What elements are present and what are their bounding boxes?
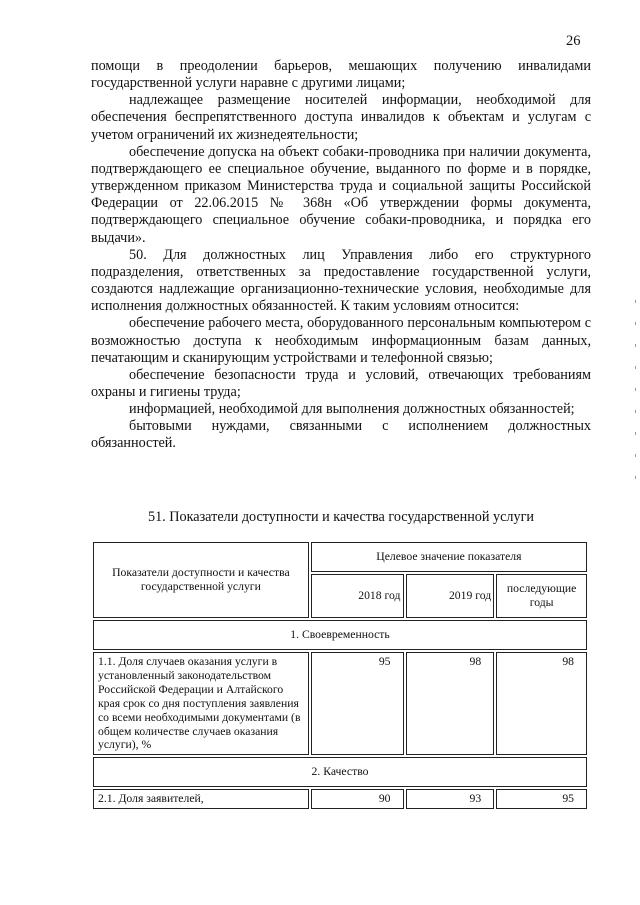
value-cell: 90 (311, 789, 404, 809)
section-row (93, 757, 587, 787)
paragraph: обеспечение допуска на объект собаки-проводника при наличии документа, подтверждающего ее специальное обучение, выданного по форме и в порядке, утвержденном приказом Министерства труда и социальной защиты Российской Федерации от 22.06.2015 № 368н «Об утверждении формы документа, подтверждающего специальное обучение собаки-проводника, и порядка его выдачи». (91, 143, 591, 246)
value-cell: 98 (496, 652, 587, 755)
indicators-table (91, 540, 589, 811)
paragraph: помощи в преодолении барьеров, мешающих получению инвалидами государственной услуги наравне с другими лицами; (91, 58, 591, 92)
header-target: Целевое значение показателя (311, 542, 587, 572)
table-row (93, 789, 587, 809)
header-year: 2018 год (311, 574, 404, 618)
body-text (91, 58, 591, 453)
indicator-cell: 1.1. Доля случаев оказания услуги в установленный законодательством Российской Федерации и Алтайского края срок со дня поступления заявления со всеми необходимыми документами (в общем количестве случаев оказания услуги), % (93, 652, 309, 755)
table-row (93, 652, 587, 755)
header-indicators: Показатели доступности и качества государственной услуги (93, 542, 309, 618)
value-cell: 98 (406, 652, 495, 755)
value-cell: 95 (496, 789, 587, 809)
section-heading: 51. Показатели доступности и качества государственной услуги (147, 509, 534, 525)
paragraph: информацией, необходимой для выполнения должностных обязанностей; (129, 401, 575, 418)
value-cell: 95 (311, 652, 404, 755)
scan-edge-marks (633, 0, 639, 905)
paragraph: обеспечение безопасности труда и условий, отвечающих требованиям охраны и гигиены труда; (91, 366, 591, 400)
section-title: 2. Качество (93, 757, 587, 787)
header-year: последующие годы (496, 574, 587, 618)
paragraph: 50. Для должностных лиц Управления либо его структурного подразделения, ответственных за предоставление государственной услуги, создаются надлежащие организационно-технические условия, необходимые для исполнения должностных обязанностей. К таким условиям относится: (91, 246, 591, 315)
table-header-row (93, 542, 587, 572)
paragraph: бытовыми нуждами, связанными с исполнением должностных обязанностей. (91, 418, 591, 452)
section-title: 1. Своевременность (93, 620, 587, 650)
section-row (93, 620, 587, 650)
header-year: 2019 год (406, 574, 495, 618)
value-cell: 93 (406, 789, 495, 809)
paragraph: надлежащее размещение носителей информации, необходимой для обеспечения беспрепятственного доступа инвалидов к объектам и услугам с учетом ограничений их жизнедеятельности; (91, 92, 591, 143)
indicator-cell: 2.1. Доля заявителей, (93, 789, 309, 809)
paragraph: обеспечение рабочего места, оборудованного персональным компьютером с возможностью доступа к необходимым информационным базам данных, печатающим и сканирующим устройствами и телефонной связью; (91, 315, 591, 366)
page-number: 26 (566, 33, 581, 49)
